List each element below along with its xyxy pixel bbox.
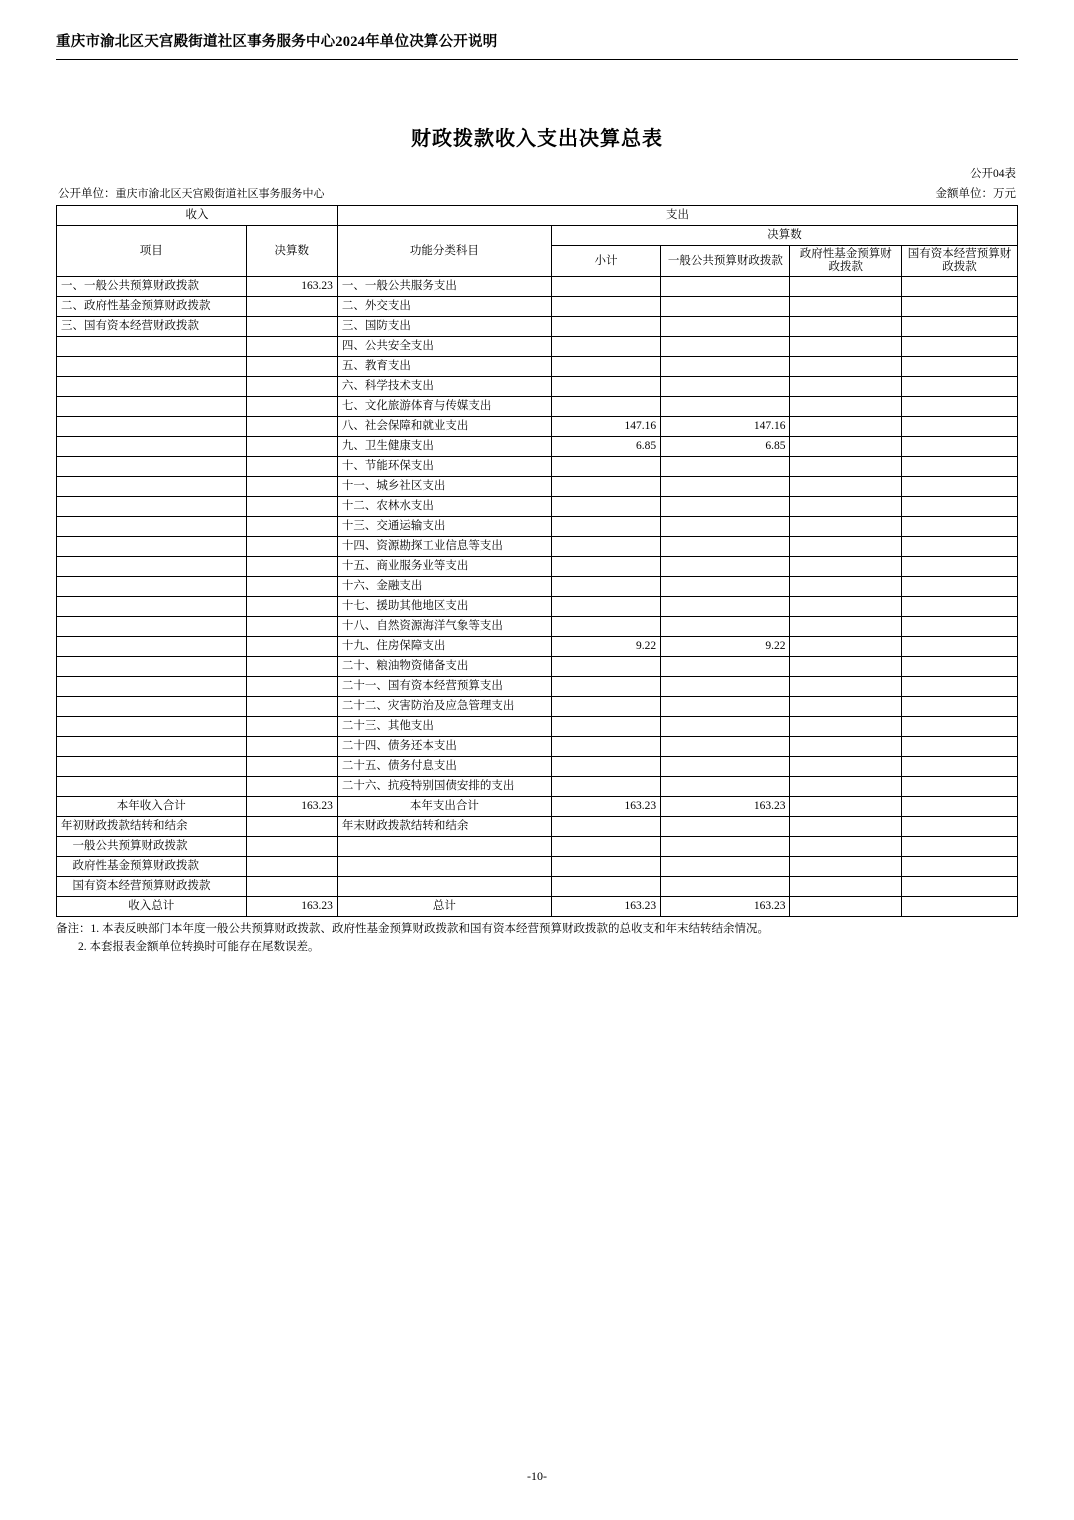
table-row (57, 337, 1018, 357)
expense-general-public: 6.85 (661, 437, 790, 457)
income-item-label (57, 617, 247, 637)
income-item-value (246, 777, 337, 797)
expense-gov-fund (790, 777, 901, 797)
summary-subtotal: 163.23 (551, 897, 660, 917)
expense-state-capital (901, 777, 1017, 797)
income-item-label (57, 657, 247, 677)
expense-subtotal (551, 777, 660, 797)
header-general-public: 一般公共预算财政拨款 (661, 246, 790, 277)
expense-item-label: 二十一、国有资本经营预算支出 (337, 677, 551, 697)
expense-subtotal (551, 357, 660, 377)
expense-state-capital (901, 757, 1017, 777)
income-item-value (246, 657, 337, 677)
summary-expense-label: 本年支出合计 (337, 797, 551, 817)
table-row (57, 557, 1018, 577)
summary-income-label: 本年收入合计 (57, 797, 247, 817)
expense-state-capital (901, 737, 1017, 757)
table-row (57, 737, 1018, 757)
expense-subtotal (551, 677, 660, 697)
expense-subtotal (551, 497, 660, 517)
summary-state-capital (901, 837, 1017, 857)
unit-value: 重庆市渝北区天宫殿街道社区事务服务中心 (115, 188, 325, 200)
income-item-value (246, 457, 337, 477)
note-line-2: 2. 本套报表金额单位转换时可能存在尾数误差。 (78, 940, 320, 953)
expense-gov-fund (790, 437, 901, 457)
expense-item-label: 九、卫生健康支出 (337, 437, 551, 457)
header-state-capital: 国有资本经营预算财政拨款 (901, 246, 1017, 277)
summary-expense-label (337, 857, 551, 877)
expense-general-public (661, 757, 790, 777)
summary-income-value (246, 817, 337, 837)
expense-item-label: 二十二、灾害防治及应急管理支出 (337, 697, 551, 717)
header-title: 重庆市渝北区天宫殿街道社区事务服务中心2024年单位决算公开说明 (56, 34, 498, 50)
income-item-value (246, 697, 337, 717)
expense-item-label: 二十四、债务还本支出 (337, 737, 551, 757)
income-item-label (57, 757, 247, 777)
expense-state-capital (901, 697, 1017, 717)
income-item-value (246, 717, 337, 737)
expense-item-label: 二十六、抗疫特别国债安排的支出 (337, 777, 551, 797)
header-row-2 (57, 226, 1018, 246)
summary-income-value: 163.23 (246, 897, 337, 917)
income-item-value (246, 497, 337, 517)
expense-subtotal (551, 397, 660, 417)
expense-general-public (661, 457, 790, 477)
income-item-label: 三、国有资本经营财政拨款 (57, 317, 247, 337)
summary-expense-label (337, 837, 551, 857)
table-row (57, 317, 1018, 337)
summary-subtotal (551, 877, 660, 897)
expense-general-public (661, 657, 790, 677)
table-row (57, 457, 1018, 477)
income-item-value (246, 437, 337, 457)
expense-state-capital (901, 337, 1017, 357)
summary-general-public (661, 817, 790, 837)
expense-general-public (661, 617, 790, 637)
expense-general-public (661, 737, 790, 757)
table-row (57, 597, 1018, 617)
expense-general-public (661, 597, 790, 617)
expense-general-public (661, 277, 790, 297)
summary-income-value: 163.23 (246, 797, 337, 817)
table-row (57, 717, 1018, 737)
income-item-value (246, 317, 337, 337)
income-item-label (57, 637, 247, 657)
income-item-label (57, 417, 247, 437)
table-row (57, 777, 1018, 797)
income-item-value (246, 757, 337, 777)
summary-income-label: 收入总计 (57, 897, 247, 917)
expense-state-capital (901, 577, 1017, 597)
expense-item-label: 十九、住房保障支出 (337, 637, 551, 657)
table-row (57, 637, 1018, 657)
summary-state-capital (901, 877, 1017, 897)
header-function-subject: 功能分类科目 (337, 226, 551, 277)
expense-gov-fund (790, 497, 901, 517)
summary-expense-label (337, 877, 551, 897)
table-row (57, 537, 1018, 557)
table-row (57, 397, 1018, 417)
expense-gov-fund (790, 637, 901, 657)
table-summary-row (57, 857, 1018, 877)
expense-gov-fund (790, 557, 901, 577)
expense-state-capital (901, 317, 1017, 337)
table-body (57, 277, 1018, 917)
summary-gov-fund (790, 817, 901, 837)
expense-subtotal (551, 757, 660, 777)
expense-subtotal (551, 537, 660, 557)
income-item-value (246, 337, 337, 357)
expense-item-label: 十四、资源勘探工业信息等支出 (337, 537, 551, 557)
table-row (57, 577, 1018, 597)
income-item-label (57, 777, 247, 797)
expense-general-public (661, 497, 790, 517)
expense-general-public (661, 697, 790, 717)
income-item-label (57, 577, 247, 597)
expense-item-label: 七、文化旅游体育与传媒支出 (337, 397, 551, 417)
summary-general-public (661, 857, 790, 877)
expense-subtotal (551, 737, 660, 757)
table-row (57, 497, 1018, 517)
summary-general-public: 163.23 (661, 797, 790, 817)
financial-table (56, 205, 1018, 917)
summary-income-label: 政府性基金预算财政拨款 (57, 857, 247, 877)
table-summary-row (57, 817, 1018, 837)
summary-gov-fund (790, 857, 901, 877)
expense-gov-fund (790, 277, 901, 297)
expense-gov-fund (790, 577, 901, 597)
header-settlement-group: 决算数 (551, 226, 1017, 246)
table-number: 公开04表 (970, 168, 1016, 180)
summary-income-value (246, 877, 337, 897)
summary-general-public: 163.23 (661, 897, 790, 917)
expense-general-public (661, 717, 790, 737)
expense-state-capital (901, 497, 1017, 517)
summary-general-public (661, 837, 790, 857)
summary-subtotal (551, 837, 660, 857)
expense-item-label: 一、一般公共服务支出 (337, 277, 551, 297)
table-row (57, 417, 1018, 437)
income-item-value (246, 597, 337, 617)
income-item-label: 二、政府性基金预算财政拨款 (57, 297, 247, 317)
expense-general-public (661, 377, 790, 397)
income-item-value (246, 557, 337, 577)
header-subtotal: 小计 (551, 246, 660, 277)
expense-item-label: 二十三、其他支出 (337, 717, 551, 737)
expense-general-public (661, 337, 790, 357)
table-row (57, 677, 1018, 697)
table-row (57, 517, 1018, 537)
expense-state-capital (901, 397, 1017, 417)
expense-item-label: 二、外交支出 (337, 297, 551, 317)
table-notes (56, 921, 1018, 956)
expense-state-capital (901, 677, 1017, 697)
table-row (57, 357, 1018, 377)
income-item-label (57, 557, 247, 577)
table-row (57, 477, 1018, 497)
summary-income-label: 国有资本经营预算财政拨款 (57, 877, 247, 897)
income-item-value (246, 577, 337, 597)
summary-gov-fund (790, 877, 901, 897)
income-item-label (57, 537, 247, 557)
unit-label: 公开单位： (58, 188, 116, 200)
expense-state-capital (901, 517, 1017, 537)
note-line-1: 备注：1. 本表反映部门本年度一般公共预算财政拨款、政府性基金预算财政拨款和国有资本经营预算财政拨款的总收支和年末结转结余情况。 (56, 923, 769, 936)
header-divider (56, 59, 1018, 60)
expense-state-capital (901, 657, 1017, 677)
expense-general-public (661, 577, 790, 597)
summary-gov-fund (790, 837, 901, 857)
income-item-label (57, 517, 247, 537)
expense-gov-fund (790, 297, 901, 317)
expense-item-label: 十一、城乡社区支出 (337, 477, 551, 497)
income-item-value (246, 637, 337, 657)
expense-general-public (661, 477, 790, 497)
income-item-label (57, 717, 247, 737)
expense-gov-fund (790, 597, 901, 617)
income-item-value (246, 397, 337, 417)
expense-gov-fund (790, 537, 901, 557)
summary-expense-label: 年末财政拨款结转和结余 (337, 817, 551, 837)
summary-subtotal: 163.23 (551, 797, 660, 817)
expense-item-label: 五、教育支出 (337, 357, 551, 377)
summary-gov-fund (790, 797, 901, 817)
expense-subtotal (551, 457, 660, 477)
table-summary-row (57, 897, 1018, 917)
summary-state-capital (901, 897, 1017, 917)
expense-gov-fund (790, 657, 901, 677)
table-row (57, 697, 1018, 717)
expense-subtotal (551, 577, 660, 597)
table-row (57, 377, 1018, 397)
income-item-value (246, 677, 337, 697)
income-item-label: 一、一般公共预算财政拨款 (57, 277, 247, 297)
expense-subtotal (551, 597, 660, 617)
summary-income-value (246, 857, 337, 877)
page-header (56, 0, 1018, 60)
income-item-value (246, 737, 337, 757)
summary-income-label: 一般公共预算财政拨款 (57, 837, 247, 857)
summary-income-value (246, 837, 337, 857)
expense-general-public (661, 317, 790, 337)
header-gov-fund: 政府性基金预算财政拨款 (790, 246, 901, 277)
expense-item-label: 十八、自然资源海洋气象等支出 (337, 617, 551, 637)
income-item-label (57, 437, 247, 457)
income-item-label (57, 457, 247, 477)
summary-general-public (661, 877, 790, 897)
summary-state-capital (901, 797, 1017, 817)
income-item-label (57, 397, 247, 417)
income-item-value (246, 477, 337, 497)
page-title: 财政拨款收入支出决算总表 (411, 128, 663, 150)
expense-gov-fund (790, 757, 901, 777)
expense-item-label: 六、科学技术支出 (337, 377, 551, 397)
expense-gov-fund (790, 397, 901, 417)
expense-general-public: 9.22 (661, 637, 790, 657)
income-item-value (246, 357, 337, 377)
expense-subtotal (551, 717, 660, 737)
expense-state-capital (901, 717, 1017, 737)
expense-state-capital (901, 277, 1017, 297)
expense-subtotal (551, 657, 660, 677)
expense-gov-fund (790, 737, 901, 757)
expense-subtotal: 6.85 (551, 437, 660, 457)
income-item-value (246, 537, 337, 557)
summary-subtotal (551, 857, 660, 877)
income-item-label (57, 377, 247, 397)
unit-info (58, 185, 325, 201)
income-item-label (57, 737, 247, 757)
expense-subtotal (551, 697, 660, 717)
expense-gov-fund (790, 697, 901, 717)
income-item-label (57, 597, 247, 617)
expense-state-capital (901, 357, 1017, 377)
table-meta (56, 185, 1018, 201)
summary-subtotal (551, 817, 660, 837)
header-item: 项目 (57, 226, 247, 277)
income-item-value (246, 377, 337, 397)
expense-state-capital (901, 437, 1017, 457)
table-head (57, 206, 1018, 277)
page-number: -10- (527, 1469, 547, 1483)
header-row-1 (57, 206, 1018, 226)
income-item-label (57, 697, 247, 717)
expense-gov-fund (790, 317, 901, 337)
expense-general-public (661, 777, 790, 797)
table-row (57, 617, 1018, 637)
table-row (57, 437, 1018, 457)
expense-gov-fund (790, 517, 901, 537)
expense-gov-fund (790, 617, 901, 637)
header-income-group: 收入 (57, 206, 338, 226)
expense-state-capital (901, 297, 1017, 317)
expense-gov-fund (790, 717, 901, 737)
income-item-label (57, 677, 247, 697)
expense-state-capital (901, 377, 1017, 397)
expense-subtotal (551, 277, 660, 297)
expense-state-capital (901, 617, 1017, 637)
expense-general-public (661, 537, 790, 557)
expense-item-label: 十六、金融支出 (337, 577, 551, 597)
income-item-value: 163.23 (246, 277, 337, 297)
expense-general-public: 147.16 (661, 417, 790, 437)
expense-subtotal (551, 337, 660, 357)
expense-subtotal (551, 477, 660, 497)
table-summary-row (57, 837, 1018, 857)
header-settlement: 决算数 (246, 226, 337, 277)
expense-item-label: 四、公共安全支出 (337, 337, 551, 357)
expense-gov-fund (790, 337, 901, 357)
expense-subtotal: 9.22 (551, 637, 660, 657)
table-row (57, 297, 1018, 317)
expense-gov-fund (790, 477, 901, 497)
table-row (57, 657, 1018, 677)
income-item-value (246, 417, 337, 437)
expense-subtotal (551, 617, 660, 637)
table-summary-row (57, 797, 1018, 817)
income-item-label (57, 337, 247, 357)
income-item-value (246, 517, 337, 537)
expense-gov-fund (790, 357, 901, 377)
summary-income-label: 年初财政拨款结转和结余 (57, 817, 247, 837)
expense-item-label: 十二、农林水支出 (337, 497, 551, 517)
expense-subtotal (551, 557, 660, 577)
income-item-label (57, 497, 247, 517)
income-item-label (57, 477, 247, 497)
summary-state-capital (901, 817, 1017, 837)
income-item-label (57, 357, 247, 377)
expense-general-public (661, 297, 790, 317)
expense-gov-fund (790, 677, 901, 697)
expense-state-capital (901, 597, 1017, 617)
expense-general-public (661, 397, 790, 417)
expense-item-label: 三、国防支出 (337, 317, 551, 337)
expense-gov-fund (790, 457, 901, 477)
summary-expense-label: 总计 (337, 897, 551, 917)
expense-item-label: 八、社会保障和就业支出 (337, 417, 551, 437)
expense-general-public (661, 677, 790, 697)
expense-general-public (661, 557, 790, 577)
expense-subtotal: 147.16 (551, 417, 660, 437)
summary-gov-fund (790, 897, 901, 917)
expense-state-capital (901, 537, 1017, 557)
expense-general-public (661, 517, 790, 537)
expense-subtotal (551, 377, 660, 397)
expense-general-public (661, 357, 790, 377)
expense-item-label: 二十五、债务付息支出 (337, 757, 551, 777)
expense-subtotal (551, 517, 660, 537)
income-item-value (246, 297, 337, 317)
expense-item-label: 十、节能环保支出 (337, 457, 551, 477)
header-expense-group: 支出 (337, 206, 1017, 226)
expense-state-capital (901, 477, 1017, 497)
income-item-value (246, 617, 337, 637)
expense-subtotal (551, 317, 660, 337)
summary-state-capital (901, 857, 1017, 877)
expense-state-capital (901, 457, 1017, 477)
expense-gov-fund (790, 377, 901, 397)
expense-subtotal (551, 297, 660, 317)
expense-item-label: 二十、粮油物资储备支出 (337, 657, 551, 677)
expense-item-label: 十七、援助其他地区支出 (337, 597, 551, 617)
expense-state-capital (901, 417, 1017, 437)
expense-state-capital (901, 557, 1017, 577)
amount-unit: 金额单位：万元 (935, 188, 1016, 200)
expense-state-capital (901, 637, 1017, 657)
expense-item-label: 十五、商业服务业等支出 (337, 557, 551, 577)
expense-item-label: 十三、交通运输支出 (337, 517, 551, 537)
table-summary-row (57, 877, 1018, 897)
expense-gov-fund (790, 417, 901, 437)
table-row (57, 757, 1018, 777)
table-row (57, 277, 1018, 297)
